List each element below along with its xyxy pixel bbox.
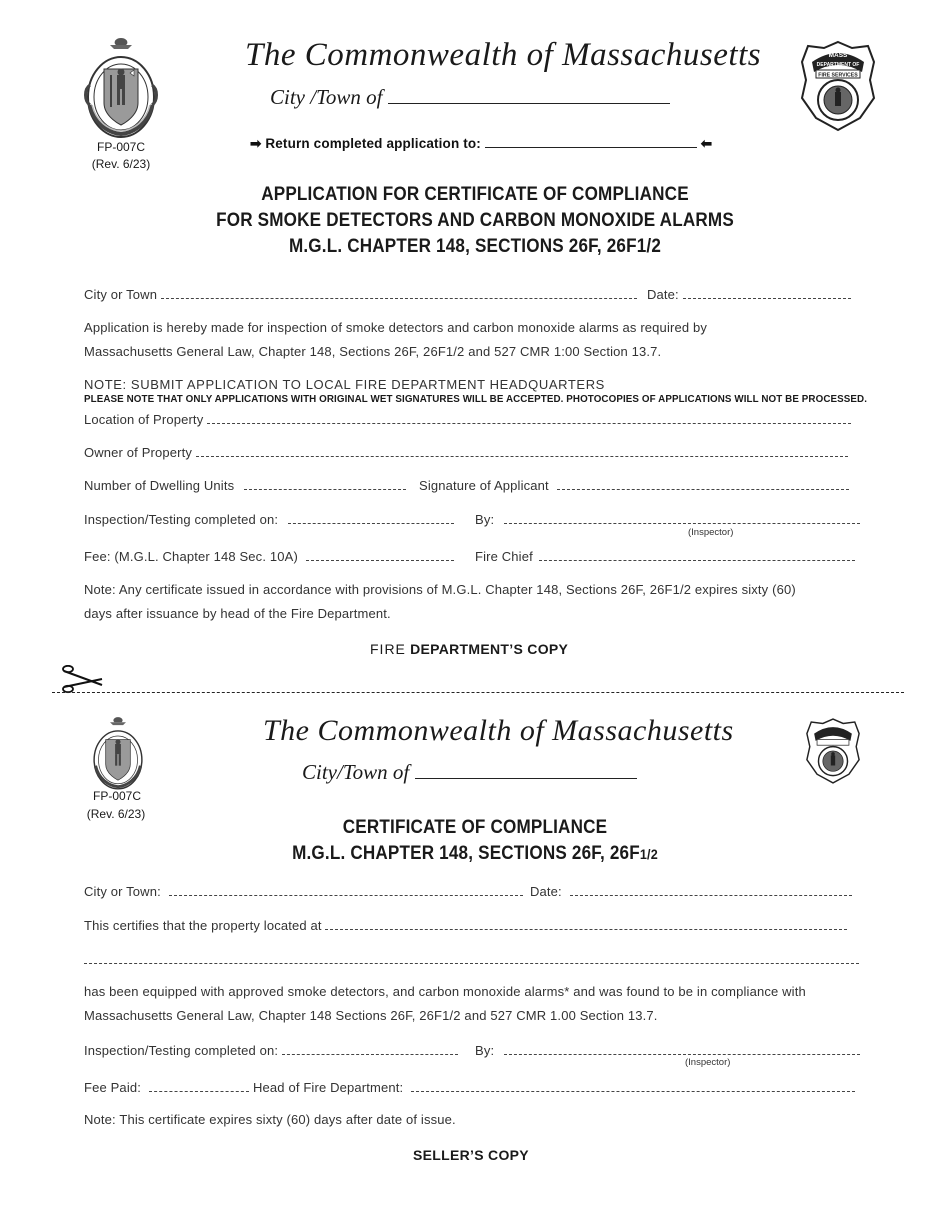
location-row: Location of Property — [84, 411, 851, 427]
app-intro-line-2: Massachusetts General Law, Chapter 148, Sections 26F, 26F1/2 and 527 CMR 1:00 Section 13.7. — [84, 344, 662, 359]
cert-by-row: By: — [475, 1042, 860, 1058]
certificate-title-line-2: M.G.L. CHAPTER 148, SECTIONS 26F, 26F1/2 — [292, 843, 658, 864]
badge-text-fire: FIRE SERVICES — [818, 72, 858, 79]
owner-field[interactable] — [196, 444, 848, 457]
certificate-commonwealth-title: The Commonwealth of Massachusetts — [263, 714, 734, 747]
app-city-field[interactable] — [161, 286, 637, 299]
cert-city-row: City or Town: — [84, 883, 523, 899]
head-fire-dept-field[interactable] — [411, 1079, 855, 1092]
cert-equipped — [84, 980, 904, 1028]
fire-chief-row: Fire Chief — [475, 548, 855, 564]
app-intro — [84, 316, 884, 364]
app-date-row: Date: — [647, 286, 851, 302]
app-expiry-line-1: Note: Any certificate issued in accordance with provisions of M.G.L. Chapter 148, Sections 26F, 26F1/2 expires sixty (60) — [84, 582, 796, 597]
cert-date-field[interactable] — [570, 883, 852, 896]
badge-text-dept: DEPARTMENT OF — [816, 62, 860, 68]
application-title-line-1: APPLICATION FOR CERTIFICATE OF COMPLIANCE — [261, 184, 689, 205]
scissors-icon — [62, 665, 106, 695]
signature-row: Signature of Applicant — [419, 477, 849, 493]
sellers-copy-label: SELLER’S COPY — [413, 1147, 529, 1163]
cert-equipped-line-2: Massachusetts General Law, Chapter 148 Sections 26F, 26F1/2 and 527 CMR 1.00 Section 13.7. — [84, 1008, 658, 1023]
cert-date-row: Date: — [530, 883, 852, 899]
arrow-left-icon: ⬅ — [700, 136, 713, 151]
commonwealth-title: The Commonwealth of Massachusetts — [245, 37, 762, 73]
state-seal — [80, 35, 162, 140]
certificate-revision-date: (Rev. 6/23) — [86, 807, 146, 821]
app-date-field[interactable] — [683, 286, 851, 299]
note-warning: PLEASE NOTE THAT ONLY APPLICATIONS WITH ORIGINAL WET SIGNATURES WILL BE ACCEPTED. PHOTOCOPIES OF APPLICATIONS WILL NOT BE PROCESSED. — [84, 394, 868, 405]
fire-services-badge — [798, 40, 878, 132]
fee-paid-field[interactable] — [149, 1079, 249, 1092]
signature-field[interactable] — [557, 477, 849, 490]
app-by-row: By: — [475, 511, 860, 527]
location-field[interactable] — [207, 411, 851, 424]
certificate-form-number: FP-007C — [92, 789, 142, 803]
dwelling-row: Number of Dwelling Units — [84, 477, 406, 493]
app-by-field[interactable] — [504, 511, 860, 524]
cert-expiry-note: Note: This certificate expires sixty (60) days after date of issue. — [84, 1112, 456, 1127]
revision-date: (Rev. 6/23) — [91, 157, 151, 171]
app-expiry-note — [84, 578, 904, 626]
cert-property-field[interactable] — [325, 917, 847, 930]
fee-row: Fee: (M.G.L. Chapter 148 Sec. 10A) — [84, 548, 454, 564]
cert-inspector-caption: (Inspector) — [685, 1057, 731, 1068]
app-expiry-line-2: days after issuance by head of the Fire Department. — [84, 606, 391, 621]
city-town-line: City /Town of — [270, 85, 670, 110]
cert-city-field[interactable] — [169, 883, 523, 896]
fire-services-badge — [804, 716, 862, 786]
application-title — [183, 182, 768, 260]
cert-by-field[interactable] — [504, 1042, 860, 1055]
cert-property-row-2 — [84, 951, 859, 967]
app-intro-line-1: Application is hereby made for inspection of smoke detectors and carbon monoxide alarms as required by — [84, 320, 708, 335]
app-city-row: City or Town — [84, 286, 637, 302]
state-seal — [88, 715, 148, 791]
cut-line — [52, 692, 904, 693]
cert-inspection-field[interactable] — [282, 1042, 458, 1055]
note-heading: NOTE: SUBMIT APPLICATION TO LOCAL FIRE DEPARTMENT HEADQUARTERS — [84, 377, 605, 392]
form-number: FP-007C — [96, 140, 146, 154]
owner-row: Owner of Property — [84, 444, 848, 460]
app-inspection-field[interactable] — [288, 511, 454, 524]
application-title-line-2: FOR SMOKE DETECTORS AND CARBON MONOXIDE ALARMS — [216, 210, 734, 231]
cert-property-row: This certifies that the property located at — [84, 917, 847, 933]
cert-property-field-2[interactable] — [84, 951, 859, 964]
fee-field[interactable] — [306, 548, 454, 561]
fire-chief-field[interactable] — [539, 548, 855, 561]
application-title-line-3: M.G.L. CHAPTER 148, SECTIONS 26F, 26F1/2 — [288, 236, 662, 257]
fire-department-copy-label: FIRE DEPARTMENT’S COPY — [370, 641, 569, 657]
dwelling-field[interactable] — [244, 477, 406, 490]
certificate-title-line-1: CERTIFICATE OF COMPLIANCE — [342, 817, 608, 838]
badge-text-top: MASS — [828, 52, 848, 59]
head-fire-dept-row: Head of Fire Department: — [253, 1079, 855, 1095]
app-inspection-row: Inspection/Testing completed on: — [84, 511, 454, 527]
return-to-line: ➡ Return completed application to: ⬅ — [250, 136, 713, 151]
certificate-title — [228, 815, 723, 867]
certificate-city-town-line: City/Town of — [302, 760, 637, 785]
cert-equipped-line-1: has been equipped with approved smoke detectors, and carbon monoxide alarms* and was found to be in compliance with — [84, 984, 806, 999]
app-inspector-caption: (Inspector) — [688, 527, 734, 538]
arrow-right-icon: ➡ — [250, 136, 262, 151]
fee-paid-row: Fee Paid: — [84, 1079, 249, 1095]
cert-inspection-row: Inspection/Testing completed on: — [84, 1042, 458, 1058]
